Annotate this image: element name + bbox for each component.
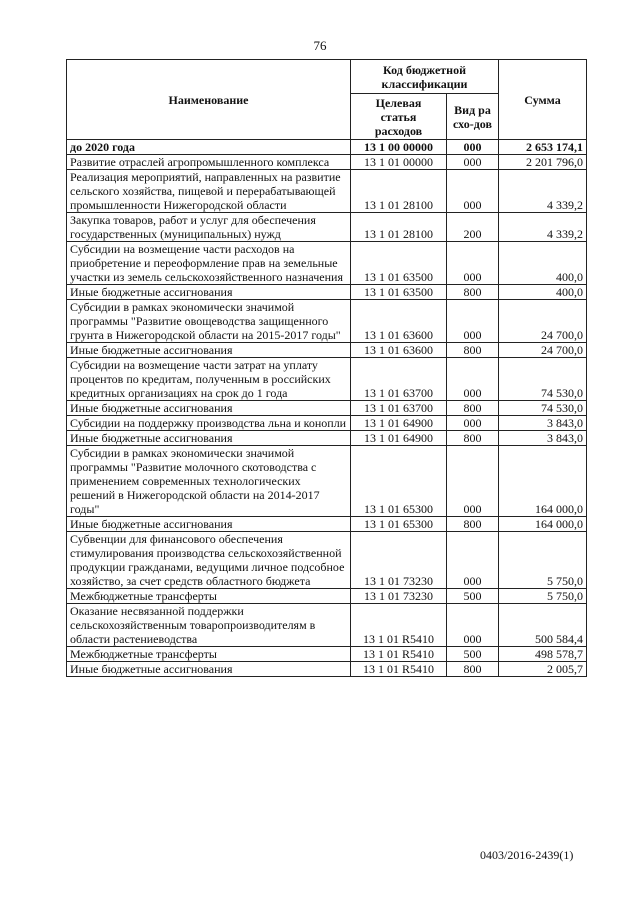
table-row [67,532,587,589]
row-expense-type: 000 [447,532,499,589]
row-sum: 498 578,7 [499,647,587,662]
table-row [67,431,587,446]
row-target-code: 13 1 01 73230 [351,532,447,589]
row-target-code: 13 1 01 R5410 [351,604,447,647]
row-target-code: 13 1 01 28100 [351,170,447,213]
row-expense-type: 000 [447,358,499,401]
row-sum: 2 201 796,0 [499,155,587,170]
table-row [67,517,587,532]
row-sum: 24 700,0 [499,300,587,343]
header-classification: Код бюджетной классификации [351,60,499,94]
row-target-code: 13 1 00 00000 [351,140,447,155]
table-row [67,589,587,604]
row-expense-type: 200 [447,213,499,242]
header-expense-type: Вид расхо-дов [447,94,499,140]
row-name: Иные бюджетные ассигнования [67,401,351,416]
row-target-code: 13 1 01 64900 [351,416,447,431]
row-name: Субсидии в рамках экономически значимой программы "Развитие молочного скотоводства с применением современных технологических решений в Нижегородской области на 2014-2017 годы" [67,446,351,517]
row-expense-type: 000 [447,446,499,517]
row-expense-type: 800 [447,401,499,416]
row-name: Реализация мероприятий, направленных на развитие сельского хозяйства, пищевой и перерабатывающей промышленности Нижегородской области [67,170,351,213]
row-expense-type: 000 [447,604,499,647]
table-row [67,647,587,662]
table-row [67,213,587,242]
budget-table [66,59,587,677]
table-row [67,343,587,358]
row-sum: 4 339,2 [499,213,587,242]
row-name: Иные бюджетные ассигнования [67,285,351,300]
table-row [67,300,587,343]
row-name: Оказание несвязанной поддержки сельскохозяйственным товаропроизводителям в области растениеводства [67,604,351,647]
header-target-article: Целевая статья расходов [351,94,447,140]
row-name: Межбюджетные трансферты [67,647,351,662]
row-name: Иные бюджетные ассигнования [67,662,351,677]
table-row [67,155,587,170]
row-name: Субсидии на возмещение части затрат на уплату процентов по кредитам, полученным в российских кредитных организациях на срок до 1 года [67,358,351,401]
table-row [67,242,587,285]
row-sum: 74 530,0 [499,401,587,416]
row-expense-type: 800 [447,285,499,300]
row-expense-type: 800 [447,431,499,446]
row-sum: 164 000,0 [499,517,587,532]
row-target-code: 13 1 01 64900 [351,431,447,446]
row-target-code: 13 1 01 63600 [351,343,447,358]
row-sum: 4 339,2 [499,170,587,213]
row-expense-type: 800 [447,517,499,532]
table-row [67,170,587,213]
row-name: Субсидии на поддержку производства льна и конопли [67,416,351,431]
table-row [67,401,587,416]
row-sum: 5 750,0 [499,589,587,604]
header-name: Наименование [67,60,351,140]
row-target-code: 13 1 01 63500 [351,285,447,300]
table-row [67,446,587,517]
row-name: Иные бюджетные ассигнования [67,343,351,358]
header-sum: Сумма [499,60,587,140]
row-target-code: 13 1 01 00000 [351,155,447,170]
row-target-code: 13 1 01 73230 [351,589,447,604]
table-row [67,662,587,677]
row-target-code: 13 1 01 28100 [351,213,447,242]
table-row [67,358,587,401]
row-target-code: 13 1 01 63500 [351,242,447,285]
row-sum: 74 530,0 [499,358,587,401]
table-header [67,60,587,140]
row-expense-type: 500 [447,589,499,604]
row-sum: 400,0 [499,285,587,300]
row-sum: 3 843,0 [499,431,587,446]
row-expense-type: 800 [447,662,499,677]
row-sum: 164 000,0 [499,446,587,517]
row-target-code: 13 1 01 65300 [351,446,447,517]
row-sum: 2 005,7 [499,662,587,677]
row-name: Иные бюджетные ассигнования [67,431,351,446]
row-name: Субсидии на возмещение части расходов на приобретение и переоформление прав на земельные участки из земель сельскохозяйственного назначения [67,242,351,285]
table-row [67,604,587,647]
row-expense-type: 000 [447,300,499,343]
row-sum: 24 700,0 [499,343,587,358]
table-row [67,140,587,155]
row-target-code: 13 1 01 63600 [351,300,447,343]
row-sum: 400,0 [499,242,587,285]
table-row [67,285,587,300]
row-name: Закупка товаров, работ и услуг для обеспечения государственных (муниципальных) нужд [67,213,351,242]
row-name: Субсидии в рамках экономически значимой программы "Развитие овощеводства защищенного грунта в Нижегородской области на 2015-2017 годы" [67,300,351,343]
row-target-code: 13 1 01 65300 [351,517,447,532]
row-sum: 5 750,0 [499,532,587,589]
row-expense-type: 000 [447,170,499,213]
row-expense-type: 000 [447,155,499,170]
row-name: Субвенции для финансового обеспечения стимулирования производства сельскохозяйственной продукции гражданами, ведущими личное подсобное хозяйство, за счет средств областного бюджета [67,532,351,589]
row-target-code: 13 1 01 63700 [351,358,447,401]
row-expense-type: 500 [447,647,499,662]
row-expense-type: 800 [447,343,499,358]
page-number: 76 [313,38,327,53]
row-target-code: 13 1 01 R5410 [351,662,447,677]
row-expense-type: 000 [447,416,499,431]
table-body [67,140,587,677]
row-expense-type: 000 [447,242,499,285]
row-target-code: 13 1 01 R5410 [351,647,447,662]
document-code: 0403/2016-2439(1) [480,848,574,862]
table-row [67,416,587,431]
row-sum: 500 584,4 [499,604,587,647]
row-name: Межбюджетные трансферты [67,589,351,604]
row-expense-type: 000 [447,140,499,155]
row-name: Иные бюджетные ассигнования [67,517,351,532]
row-sum: 2 653 174,1 [499,140,587,155]
row-name: Развитие отраслей агропромышленного комплекса [67,155,351,170]
row-target-code: 13 1 01 63700 [351,401,447,416]
row-sum: 3 843,0 [499,416,587,431]
row-name: до 2020 года [67,140,351,155]
